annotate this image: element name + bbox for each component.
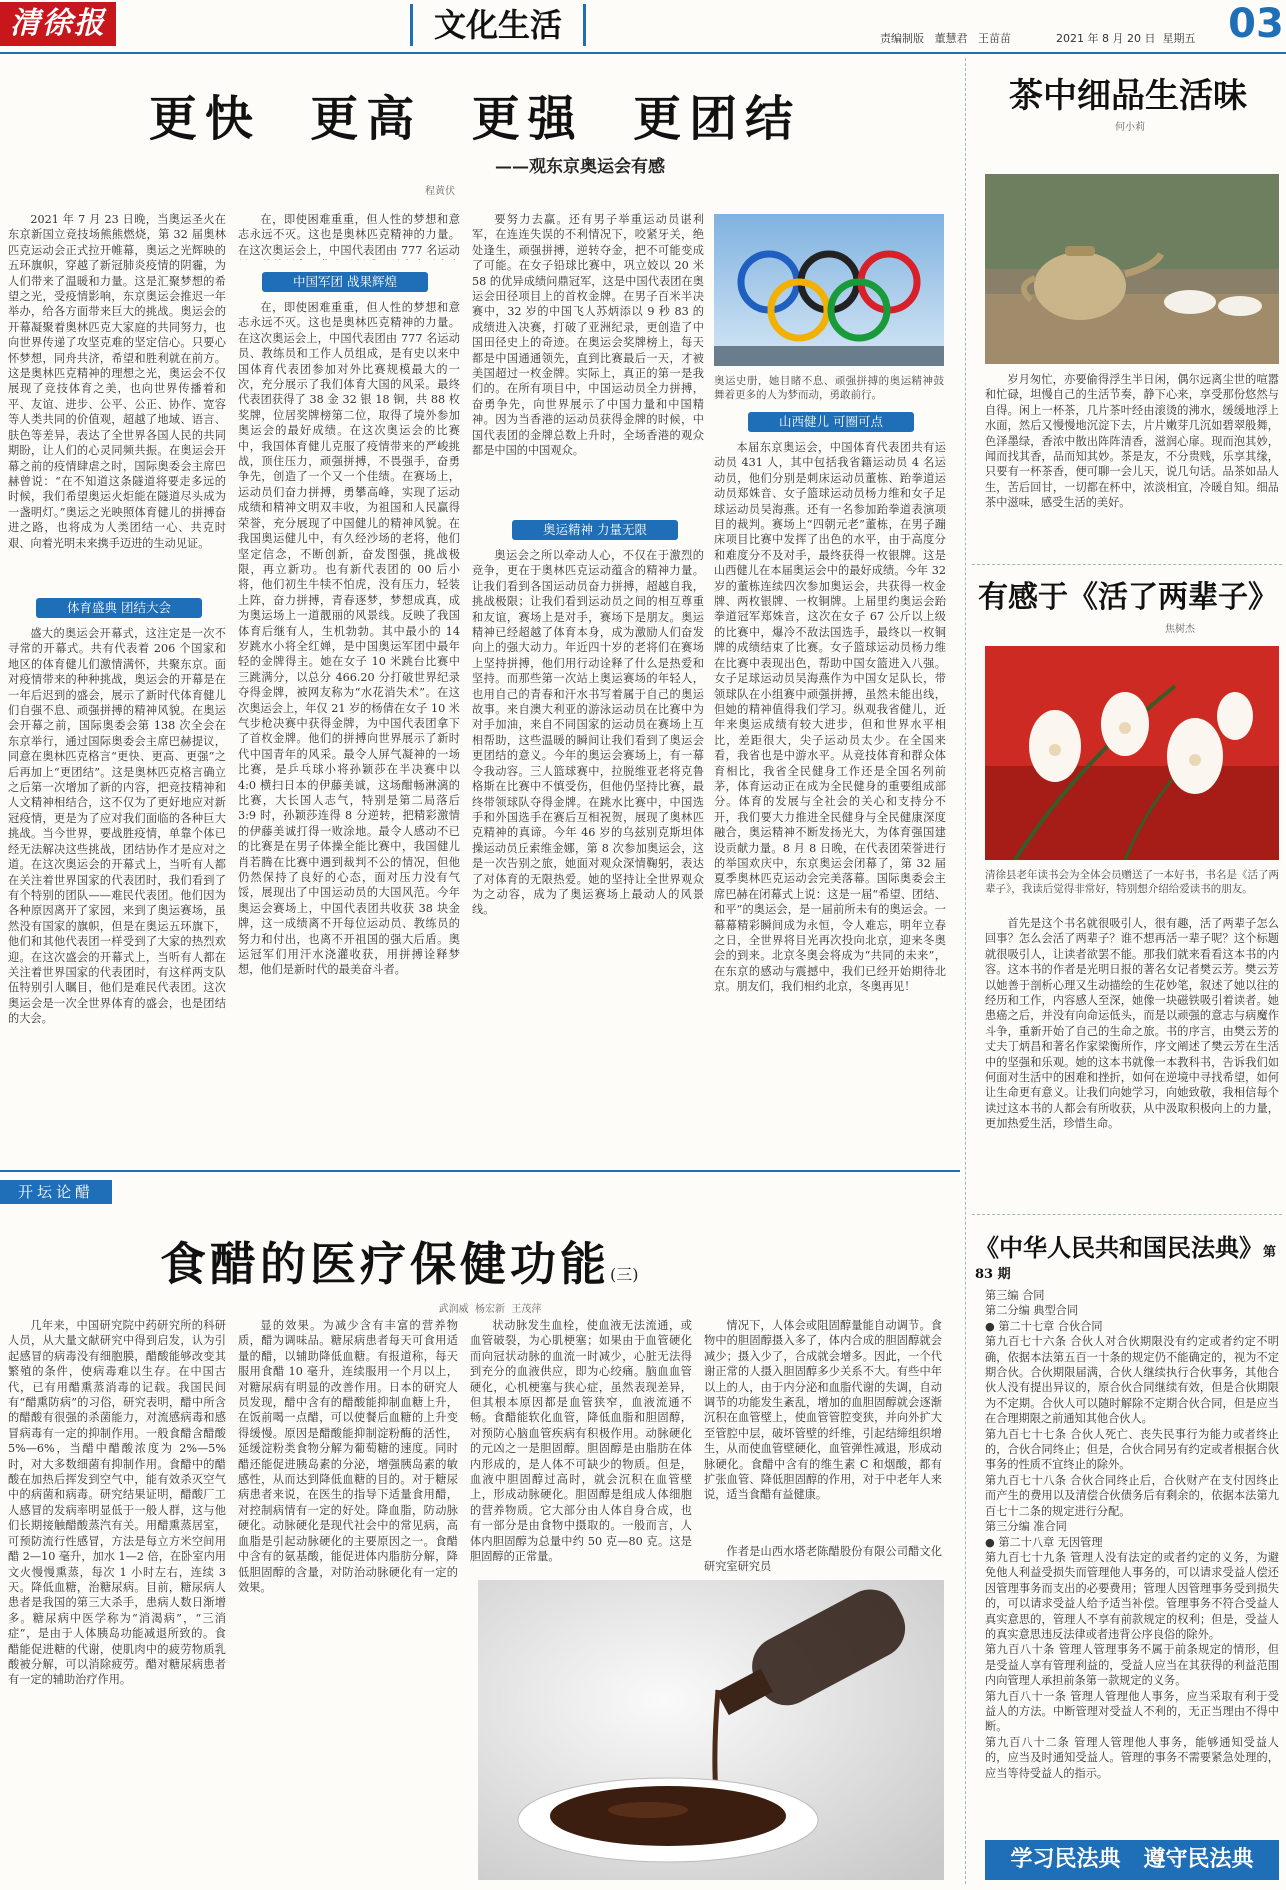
olympic-col1-bottom: 盛大的奥运会开幕式，这注定是一次不寻常的开幕式。共有代表着 206 个国家和地区的体育健儿们激情满怀，共聚东京。面对疫情带来的种种挑战，奥运会的开幕是在一年后迟到的盛会，展示了新时代体育健儿们自强不息、顽强拼搏的精神风貌。在奥运会开幕之前，国际奥委会第 138 次全会在东京举行，通过国际奥委会主席巴赫提议，同意在奥林匹克格言“更快、更高、更强”之后再加上“更团结”。这是奥林匹克格言确立之后第一次增加了新的内容，把竞技精神和人文精神相结合，这不仅为了更好地应对新冠疫情，更是为了应对我们面临的各种巨大挑战。当今世界，要战胜疫情，单靠个体已经无法解决这些挑战，团结协作才是应对之道。在这次奥运会的开幕式上，当听有人都在关注着世界国家的代表团时，我们看到了有个特别的团队——难民代表团。他们因为各种原因离开了家园，来到了奥运赛场，虽然没有国家的旗帜，但是在奥运五环旗下，他们和其他代表团一样受到了大家的热烈欢迎。在这次盛会的开幕式上，当听有人都在关注着世界国家的代表团时，有这样两支队伍特别引人瞩目，他们是难民代表团。这次奥运会是一次全世界体育的盛会，也是团结的大会。 (8, 627, 226, 1026)
teapot-icon (985, 174, 1279, 364)
huole-title: 有感于《活了两辈子》 (978, 580, 1278, 615)
forum-author-note: 作者是山西水塔老陈醋股份有限公司醋文化研究室研究员 (704, 1545, 942, 1574)
vinegar-bottle-icon (478, 1580, 944, 1880)
huole-author: 焦树杰 (1165, 624, 1195, 635)
olympic-title: 更快 更高 更强 更团结 (148, 91, 802, 147)
forum-col2: 显的效果。为减少含有丰富的营养物质，醋为调味品。糖尿病患者每天可食用适量的醋，以辅助降低血糖。有报道称，每天服用食醋 10 毫升，连续服用一个月以上，对糖尿病有明显的改善作用。日本的研究人员发现，醋中含有的醋酸能抑制血糖上升，在饭前喝一点醋，可以使餐后血糖的上升变得缓慢。原因是醋酸能抑制淀粉酶的活性，延缓淀粉类食物分解为葡萄糖的速度。同时醋还能促进胰岛素的分泌，增强胰岛素的敏感性，从而达到降低血糖的目的。对于糖尿病患者来说，在医生的指导下适量食用醋，对控制病情有一定的好处。降血脂，防动脉硬化。动脉硬化是现代社会中的常见病，高血脂是引起动脉硬化的主要原因之一。食醋中含有的氨基酸，能促进体内脂肪分解，降低胆固醇的含量，对防治动脉硬化有一定的效果。 (238, 1319, 458, 1594)
forum-authors: 武润威 杨宏新 王茂萍 (438, 1304, 542, 1315)
olympic-author: 程黄伏 (425, 186, 455, 197)
section-header-spirit: 奥运精神 力量无限 (512, 520, 678, 540)
forum-col1: 几年来，中国研究院中药研究所的科研人员，从大量文献研究中得到启发，认为引起感冒的病毒没有细胞膜，醋酸能够改变其繁殖的条件，使病毒难以生存。在中国古代，已有用醋熏蒸消毒的记载。我国民间有“醋熏防病”的习俗，研究表明，醋中所含的醋酸有很强的杀菌能力，对流感病毒和感冒病毒有一定的抑制作用。一般食醋含醋酸 5%—6%，当醋中醋酸浓度为 2%—5% 时，对大多数细菌有抑制作用。食醋中的醋酸在加热后挥发到空气中，能有效杀灭空气中的病菌和病毒。研究结果证明，醋酸厂工人感冒的发病率明显低于一般人群，这与他们长期接触醋酸蒸汽有关。用醋熏蒸居室，可预防流行性感冒，方法是每立方米空间用醋 2—10 毫升，加水 1—2 倍，在卧室内用文火慢慢熏蒸，每次 1 小时左右，连续 3 天。降低血糖，治糖尿病。目前，糖尿病人患者是我国的第三大杀手，患病人数日渐增多。糖尿病中医学称为“消渴病”，“三消症”，是由于人体胰岛功能减退所致的。食醋能促进糖的代谢，使肌肉中的疲劳物质乳酸被分解，可以消除疲劳。醋对糖尿病患者有一定的辅助治疗作用。 (8, 1319, 226, 1687)
forum-tag: 开坛论醋 (0, 1180, 112, 1204)
olympic-rings-photo (714, 214, 944, 366)
tea-text: 岁月匆忙，亦要偷得浮生半日闲，偶尔远离尘世的喧嚣和忙碌，坦慢自己的生活节奏，静下心来，享受那份悠然与自得。闲上一杯茶，几片茶叶经由滚烫的沸水，缓缓地浮上水面，然后又慢慢地沉淀下去，片片嫩芽几沉如碧翠般舞，色泽墨绿，香浓中散出阵阵清香，滋润心扉。现而泡其妙，闻而找其香，品而知其妙。茶是友，不分贵贱，乐享其缘，只要有一杯茶香，便可聊一会儿天，说几句话。品茶如品人生，苦后回甘，一切都在杯中，浓淡相宜，冷暖自知。细品茶中滋味，感受生活的美好。 (985, 373, 1279, 510)
civil-issue: 第 83 期 (975, 1245, 1277, 1282)
huole-divider (972, 1214, 1282, 1215)
olympic-col1-top: 2021 年 7 月 23 日晚，当奥运圣火在东京新国立竞技场熊熊燃烧，第 32 届奥林匹克运动会正式拉开帷幕，奥运之光辉映的五环旗帜，穿越了新冠肺炎疫情的阴霾，为人们带来了温暖和力量。这是汇聚梦想的希望之光，受疫情影响，东京奥运会推迟一年举办，给各方面带来巨大的挑战。奥运会的开幕凝聚着奥林匹克大家庭的共同努力，也向世界传递了攻坚克难的坚定信心。只要心怀梦想，同舟共济，希望和胜利就在前方。这是奥林匹克精神的理想之光，奥运会不仅展现了竞技体育之美，也向世界传播着和平、友谊、进步、公平、公正、协作、宽容等人类共同的价值观，超越了地域、语言、肤色等差异，表达了全世界各国人民的共同期盼，让人们的心灵同频共振。在奥运会开幕之前的疫情肆虐之时，国际奥委会主席巴赫曾说：“在不知道这条隧道将要走多远的时候，我们希望奥运火炬能在隧道尽头成为一盏明灯。”奥运之光映照体育健儿的拼搏奋进之路，也将成为人类团结一心、共克时艰、向着光明未来携手迈进的生动见证。 (8, 213, 226, 550)
olympic-col2: 在，即使困难重重，但人性的梦想和意志永远不灭。这也是奥林匹克精神的力量。在这次奥运会上，中国代表团由 777 名运动员、教练员和工作人员组成，是有史以来中国体育代表团参加对外比赛规模最大的一次，充分展示了我们体育大国的风采。最终代表团获得了 38 金 32 银 18 铜，共 88 枚奖牌，位居奖牌榜第二位，取得了境外参加奥运会的最好成绩。在这次奥运会的比赛中，我国体育健儿克服了疫情带来的严峻挑战，顶住压力，顽强拼搏，不畏强手，奋勇争先，创造了一个又一个佳绩。在赛场上，运动员们奋力拼搏，勇攀高峰，实现了运动成绩和精神文明双丰收，为祖国和人民赢得荣誉，充分展现了中国健儿的精神风貌。在我国奥运健儿中，有久经沙场的老将，他们坚定信念，不断创新，奋发图强，挑战极限，再立新功。也有新代表团的 00 后小将，他们初生牛犊不怕虎，没有压力，轻装上阵，奋力拼搏，青春逐梦，梦想成真，成为奥运场上一道靓丽的风景线。反映了我国体育后继有人，生机勃勃。其中最小的 14 岁跳水小将全红婵，是中国奥运军团中最年轻的金牌得主。她在女子 10 米跳台比赛中三跳满分，以总分 466.20 分打破世界纪录夺得金牌，被网友称为“水花消失术”。在这次奥运会上，年仅 21 岁的杨倩在女子 10 米气步枪决赛中获得金牌，为中国代表团拿下了首枚金牌。他们的拼搏向世界展示了新时代中国青年的风采。最令人屏气凝神的一场比赛，是乒乓球小将孙颖莎在半决赛中以 4:0 横扫日本的伊藤美诚，这场酣畅淋漓的比赛，大长国人志气，特别是第二局落后 3:9 时，孙颖莎连得 8 分逆转，把精彩激情的伊藤美诚打得一败涂地。最令人感动不已的比赛是在男子体操全能比赛中，我国健儿肖若腾在比赛中遇到裁判不公的情况，但他仍然保持了良好的心态，面对压力没有气馁，展现出了中国运动员的大国风范。今年奥运会赛场上，中国代表团共收获 38 块金牌，这一成绩离不开每位运动员、教练员的努力和付出，也离不开祖国的强大后盾。奥运冠军们用汗水浇灌收获，用拼搏诠释梦想，他们是新时代的最美奋斗者。 (238, 301, 460, 977)
section-divider (0, 1170, 960, 1172)
right-column-divider (965, 58, 966, 1884)
section-header-shanxi: 山西健儿 可圈可点 (748, 412, 914, 432)
tea-divider (972, 564, 1282, 565)
olympic-col3-bottom: 奥运会之所以牵动人心，不仅在于激烈的竞争，更在于奥林匹克运动蕴含的精神力量。让我们看到各国运动员奋力拼搏，超越自我，挑战极限；让我们看到运动员之间的相互尊重和友谊，赛场上是对手，赛场下是朋友。奥运精神已经超越了体育本身，成为激励人们奋发向上的强大动力。年近四十岁的老将们在赛场上坚持拼搏，他们用行动诠释了什么是热爱和坚持。而那些第一次站上奥运赛场的年轻人，也用自己的青春和汗水书写着属于自己的奥运故事。来自澳大利亚的游泳运动员在比赛中为对手加油，来自不同国家的运动员在赛场上互相帮助，这些温暖的瞬间让我们看到了奥运会更团结的意义。今年的奥运会赛场上，有一幕令我动容。三人篮球赛中，拉脱维亚老将克鲁格斯在比赛中不慎受伤，但他仍坚持比赛，最终带领球队夺得金牌。在跳水比赛中，中国选手和外国选手在赛后互相祝贺，展现了奥林匹克精神的真谛。今年 46 岁的乌兹别克斯坦体操运动员丘索维金娜，第 8 次参加奥运会，这是一次告别之旅，她面对观众深情鞠躬，表达了对体育的无限热爱。她的坚持让全世界观众为之动容，成为了奥运赛场上最动人的风景线。 (472, 549, 704, 917)
civil-title-block (975, 1228, 1281, 1282)
civil-footer-banner: 学习民法典 遵守民法典 (985, 1840, 1279, 1880)
huole-caption: 清徐县老年读书会为全体会员赠送了一本好书，书名是《活了两辈子》，我读后觉得非常好，特别想介绍给爱读书的朋友。 (985, 869, 1279, 895)
civil-title: 《中华人民共和国民法典》 (975, 1234, 1263, 1262)
olympic-rings-icon (714, 214, 944, 366)
olympic-col2-top: 在，即使困难重重，但人性的梦想和意志永远不灭。这也是奥林匹克精神的力量。在这次奥运会上，中国代表团由 777 名运动 (238, 213, 460, 257)
section-header-china: 中国军团 战果辉煌 (262, 272, 428, 292)
huole-text: 首先是这个书名就很吸引人，很有趣，活了两辈子怎么回事？怎么会活了两辈子？谁不想再活一辈子呢？这个标题就很吸引人，让读者欲罢不能。那我们就来看看这本书的内容。这本书的作者是光明日报的著名女记者樊云芳。樊云芳以她善于剖析心理又生动描绘的生花妙笔，叙述了她以往的经历和工作，内容感人至深，她像一块磁铁吸引着读者。她患癌之后，并没有向命运低头，而是以顽强的意志与病魔作斗争，重新开始了自己的生命之旅。书的序言，由樊云芳的丈夫丁炳昌和著名作家梁衡所作，序文阐述了樊云芳在生活中的坚强和乐观。她的这本书就像一本教科书，告诉我们如何面对生活中的困难和挫折，如何在逆境中寻找希望，如何让生命更有意义。让我们向她学习，向她致敬，我相信每个读过这本书的人都会有所收获，从中汲取积极向上的力量，更加热爱生活，珍惜生命。 (985, 917, 1279, 1131)
issue-date: 2021 年 8 月 20 日 星期五 (1056, 32, 1196, 45)
editors: 责编制版 董慧君 王苗苗 (880, 32, 1011, 45)
forum-col3: 状动脉发生血栓，使血液无法流通，或血管破裂，为心肌梗塞；如果由于血管硬化而向冠状动脉的血流一时减少，心脏无法得到充分的血液供应，即为心绞痛。脑血血管硬化，心机梗塞与狭心症，虽然表现差异，但其根本原因都是血管狭窄，血液流通不畅。食醋能软化血管，降低血脂和胆固醇，对预防心脑血管疾病有积极作用。动脉硬化的元凶之一是胆固醇。胆固醇是由脂肪在体内形成的，是人体不可缺少的物质。但是，血液中胆固醇过高时，就会沉积在血管壁上，形成动脉硬化。胆固醇是组成人体细胞的营养物质。它大部分由人体自身合成，也有一部分是由食物中摄取的。一般而言，人体内胆固醇为总量中约 50 克—80 克。这是胆固醇的正常量。 (470, 1319, 692, 1564)
olympic-photo-caption: 奥运史册，她目睹不息、顽强拼搏的奥运精神鼓舞着更多的人为梦而动，勇敢前行。 (714, 375, 944, 401)
tea-photo (985, 174, 1279, 364)
olympic-col4: 本届东京奥运会，中国体育代表团共有运动员 431 人，其中包括我省籍运动员 4 名运动员，他们分别是刺床运动员董栋、跆拳道运动员郑姝音、女子篮球运动员杨力维和女子足球运动员吴海燕。还有一名参加跆拳道表演项目的裁判。赛场上“四朝元老”董栋，在男子蹦床项目比赛中发挥了出色的水平，由于高度分和难度分不及对手，最终获得一枚银牌。这是山西健儿在本届奥运会中的最好成绩。今年 32 岁的董栋连续四次参加奥运会，共获得一枚金牌、两枚银牌、一枚铜牌。上届里约奥运会跆拳道冠军郑姝音，这次在女子 67 公斤以上级的比赛中，爆冷不敌法国选手，最终以一枚铜牌的成绩结束了比赛。女子篮球运动员杨力维在比赛中表现出色，帮助中国女篮进入八强。女子足球运动员吴海燕作为中国女足队长，带领球队在小组赛中顽强拼搏，虽然未能出线，但她的精神值得我们学习。纵观我省健儿，近年来奥运成绩有较大进步，但和世界水平相比，差距很大，尖子运动员太少。在全国来看，我省也是中游水平。从竞技体育和群众体育相比，我省全民健身工作还是全国名列前茅，体育运动正在成为全民健身的重要组成部分。体育的发展与全社会的关心和支持分不开，我们要大力推进全民健身与全民健康深度融合，奥运精神不断发扬光大，为体育强国建设贡献力量。8 月 8 日晚，在代表团荣誉进行的举国欢庆中，东京奥运会闭幕了，第 32 届夏季奥林匹克运动会完美落幕。国际奥委会主席巴赫在闭幕式上说：这是一届“希望、团结、和平”的奥运会，是一届前所未有的奥运会。一幕幕精彩瞬间成为永恒，令人难忘，明年立春之日，全世界将目光再次投向北京，迎来冬奥会的到来。北京冬奥会将成为“共同的未来”，在东京的感动与震撼中，我们已经开始期待北京。朋友们，我们相约北京，冬奥再见！ (714, 441, 946, 994)
section-header-unity: 体育盛典 团结大会 (36, 598, 202, 618)
civil-text: 第三编 合同 第二分编 典型合同 ● 第二十七章 合伙合同 第九百七十六条 合伙人对合伙期限没有约定或者约定不明确，依据本法第五百一十条的规定仍不能确定的，视为不定期合伙。合伙期限届满，合伙人继续执行合伙事务，其他合伙人没有提出异议的，原合伙合同继续有效，但是合伙期限为不定期。合伙人可以随时解除不定期合伙合同，但是应当在合理期限之前通知其他合伙人。 第九百七十七条 合伙人死亡、丧失民事行为能力或者终止的，合伙合同终止；但是，合伙合同另有约定或者根据合伙事务的性质不宜终止的除外。 第九百七十八条 合伙合同终止后，合伙财产在支付因终止而产生的费用以及清偿合伙债务后有剩余的，依据本法第九百七十二条的规定进行分配。 第三分编 准合同 ● 第二十八章 无因管理 第九百七十九条 管理人没有法定的或者约定的义务，为避免他人利益受损失而管理他人事务的，可以请求受益人偿还因管理事务而支出的必要费用；管理人因管理事务受到损失的，可以请求受益人给予适当补偿。管理事务不符合受益人真实意思的，管理人不享有前款规定的权利；但是，受益人的真实意思违反法律或者违背公序良俗的除外。 第九百八十条 管理人管理事务不属于前条规定的情形，但是受益人享有管理利益的，受益人应当在其获得的利益范围内向管理人承担前条第一款规定的义务。 第九百八十一条 管理人管理他人事务，应当采取有利于受益人的方法。中断管理对受益人不利的，无正当理由不得中断。 第九百八十二条 管理人管理他人事务，能够通知受益人的，应当及时通知受益人。管理的事务不需要紧急处理的，应当等待受益人的指示。 (985, 1289, 1279, 1780)
forum-part: (三) (610, 1265, 639, 1284)
olympic-col3-top: 要努力去赢。还有男子举重运动员谌利军，在连连失误的不利情况下，咬紧牙关，绝处逢生，顽强拼搏，逆转夺金，把不可能变成了可能。在女子铅球比赛中，巩立姣以 20 米 58 的优异成绩问鼎冠军，这是中国代表团在奥运会田径项目上的首枚金牌。在男子百米半决赛中，32 岁的中国飞人苏炳添以 9 秒 83 的成绩进入决赛，打破了亚洲纪录，更创造了中国田径史上的奇迹。在奥运会奖牌榜上，每天都是中国通通领先，直到比赛最后一天，才被美国超过一枚金牌。实际上，真正的第一是我们的。在所有项目中，中国运动员全力拼搏，奋勇争先，向世界展示了中国力量和中国精神。因为当香港的运动员获得金牌的时候，中国代表团的金牌总数上升时，全场香港的观众都是中国的中国观众。 (472, 213, 704, 458)
flower-painting-icon (985, 646, 1279, 860)
flower-painting (985, 646, 1279, 860)
tea-title: 茶中细品生活味 (1009, 76, 1247, 116)
forum-title-block (160, 1228, 920, 1291)
forum-title: 食醋的医疗保健功能 (160, 1237, 610, 1291)
masthead (0, 0, 1286, 54)
page-number: 03 (1228, 1, 1284, 47)
tea-author: 何小莉 (1115, 122, 1145, 133)
section-title: 文化生活 (410, 4, 586, 46)
forum-col4: 情况下，人体会或阻固醇量能自动调节。食物中的胆固醇摄入多了，体内合成的胆固醇就会减少；摄入少了，合成就会增多。因此，一个代谢正常的人摄入胆固醇多少关系不大。有些中年以上的人，由于内分泌和血脂代谢的失调，自动调节的功能发生紊乱，增加的血胆固醇就会逐渐沉积在血管壁上，使血管管腔变狭，并向外扩大至管腔中层，破坏管壁的纤维，引起结缔组织增生，从而使血管壁硬化，血管弹性减退，形成动脉硬化。食醋中含有的维生素 C 和烟酸，都有扩张血管、降低胆固醇的作用，对于中老年人来说，适当食醋有益健康。 (704, 1319, 942, 1502)
vinegar-photo (478, 1580, 944, 1880)
olympic-subtitle: ——观东京奥运会有感 (495, 157, 665, 177)
newspaper-logo: 清徐报 (0, 2, 116, 46)
